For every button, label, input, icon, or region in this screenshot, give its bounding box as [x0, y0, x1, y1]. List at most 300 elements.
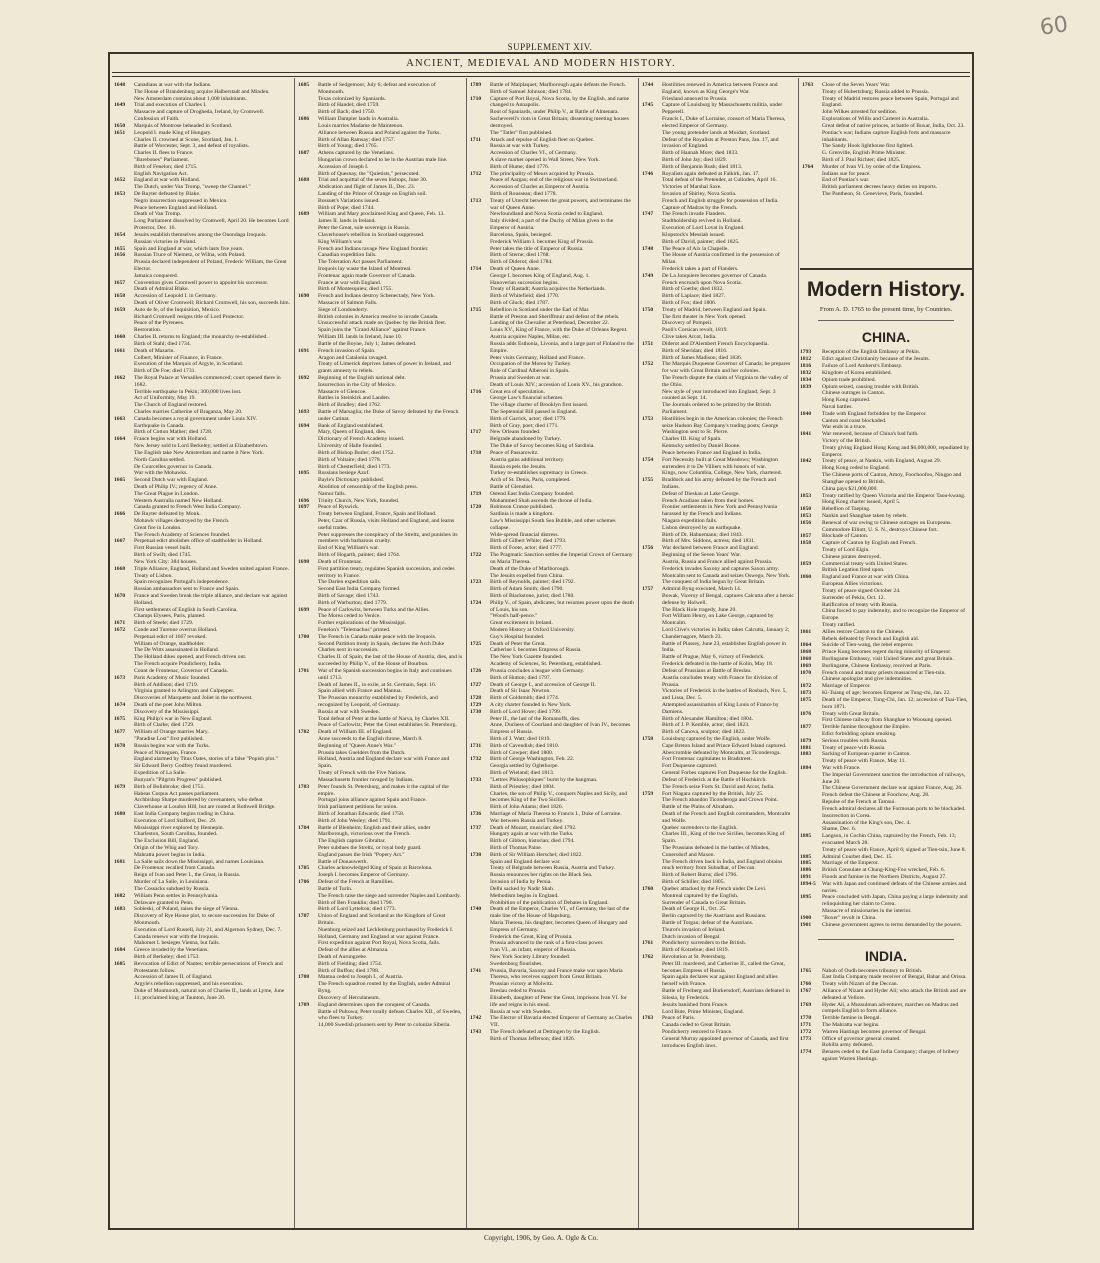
- entry-year: 1678: [114, 742, 126, 749]
- history-entry: [298, 266, 462, 273]
- entry-event: Great defeat of native princes, at battle of Buxar, India, Oct. 23.: [822, 122, 965, 129]
- history-entry: [298, 552, 462, 559]
- history-entry: [114, 477, 290, 484]
- history-entry: [470, 218, 634, 232]
- entry-event: Treaty of peace with Russia.: [822, 744, 886, 751]
- entry-year: [114, 981, 134, 988]
- history-entry: [114, 171, 290, 178]
- entry-event: First expedition against Port Royal, Nova Scotia, fails.: [318, 940, 441, 947]
- entry-event: Renewal of war owing to Chinese outrages on Europeans.: [822, 519, 952, 526]
- history-entry: [114, 668, 290, 675]
- entry-year: 1894-5: [800, 880, 816, 887]
- entry-event: Birth of Whitefield; died 1770.: [490, 293, 560, 300]
- entry-event: Assassination of the King's son, Dec. 4.: [822, 819, 911, 826]
- entry-event: Birth of J. P. Kemble, actor; died 1823.: [662, 722, 750, 729]
- entry-year: 1886: [800, 867, 812, 874]
- entry-event: Hyder Ali, a Mussulman adventurer, marches on Madras and compels English to form alliance.: [822, 1001, 959, 1015]
- entry-year: 1748: [642, 245, 654, 252]
- entry-year: [470, 246, 490, 253]
- entry-event: Georgia settled by Oglethorpe.: [490, 763, 559, 770]
- history-entry: [470, 852, 634, 859]
- history-entry: [114, 641, 290, 648]
- history-entry: [298, 784, 462, 798]
- entry-event: Discovery of Herculaneum.: [318, 994, 380, 1001]
- history-entry: [800, 833, 972, 847]
- entry-year: [298, 198, 318, 205]
- entry-year: [470, 791, 490, 805]
- history-entry: [642, 191, 794, 198]
- entry-year: [114, 327, 134, 334]
- entry-event: War with the Mohawks.: [134, 470, 188, 477]
- entry-event: Death of Mozart, musician; died 1792.: [490, 824, 577, 831]
- history-entry: [298, 736, 462, 743]
- entry-event: Accession of James II. of England.: [134, 974, 213, 981]
- entry-year: [642, 879, 662, 886]
- entry-year: 1885: [800, 833, 812, 840]
- entry-event: Marriage of the Emperor.: [822, 860, 879, 867]
- entry-year: [114, 464, 134, 471]
- entry-year: [642, 927, 662, 934]
- history-entry: [470, 995, 634, 1009]
- entry-event: The French invade Flanders.: [662, 211, 726, 218]
- entry-event: Birth of Warburton; died 1779.: [318, 599, 388, 606]
- entry-event: Death of Louis XIV.; accession of Louis XV., his grandson.: [490, 381, 623, 388]
- entry-event: Treaty of Limerick deprives James of power in Ireland, and grants amnesty to rebels.: [318, 361, 452, 375]
- history-entry: [642, 232, 794, 239]
- entry-event: The French defeated at Dettingen by the English.: [490, 1028, 600, 1035]
- entry-year: [298, 429, 318, 436]
- entry-year: [470, 320, 490, 327]
- entry-year: 1730: [470, 708, 482, 715]
- entry-year: [642, 225, 662, 232]
- entry-year: 1732: [470, 756, 482, 763]
- entry-year: [642, 573, 662, 580]
- entry-event: Chinese apologize and give indemnities.: [822, 676, 913, 683]
- entry-year: [298, 164, 318, 171]
- entry-year: [800, 785, 822, 792]
- entry-year: [114, 661, 134, 668]
- entry-event: "Lettres Philosophiques" burnt by the hangman.: [490, 776, 598, 783]
- entry-event: The "Tatler" first published.: [490, 129, 553, 136]
- entry-year: [470, 177, 490, 184]
- entry-event: French defeat the Chinese at Foochow, Aug. 28.: [822, 792, 930, 799]
- history-entry: [642, 266, 794, 273]
- history-entry: [800, 404, 972, 411]
- entry-event: Treaty of Lisbon.: [134, 572, 173, 579]
- entry-year: [114, 607, 134, 614]
- entry-year: [642, 668, 662, 675]
- entry-year: [642, 716, 662, 723]
- entry-year: [298, 286, 318, 293]
- entry-year: [800, 438, 822, 445]
- entry-year: [298, 355, 318, 362]
- entry-event: The Church of England restored.: [134, 402, 208, 409]
- entry-year: [470, 566, 490, 573]
- history-entry: [800, 493, 972, 500]
- entry-year: [642, 797, 662, 804]
- entry-event: Birth of Lord Lyttelton; died 1773.: [318, 906, 396, 913]
- entry-event: Birth of Chesterfield; died 1773.: [318, 463, 391, 470]
- entry-year: [642, 355, 662, 362]
- entry-year: [114, 818, 134, 825]
- entry-year: [802, 150, 822, 157]
- history-entry: [298, 518, 462, 532]
- history-entry: [470, 825, 634, 832]
- history-entry: [298, 82, 462, 96]
- entry-year: 1662: [114, 374, 126, 381]
- entry-event: Battle of Marsaglia; the Duke of Savoy defeated by the French under Catinat.: [318, 409, 459, 422]
- entry-year: [114, 484, 134, 491]
- entry-event: Birth of Schiller; died 1805.: [662, 879, 725, 886]
- entry-year: 1753: [642, 415, 654, 422]
- history-entry: [642, 198, 794, 205]
- history-entry: [298, 389, 462, 396]
- history-entry: [800, 1022, 972, 1029]
- entry-year: [298, 307, 318, 314]
- entry-event: Perpetual edict abolishes office of stadtholder in Holland.: [134, 538, 263, 545]
- entry-year: 1667: [114, 538, 126, 545]
- history-entry: [470, 402, 634, 409]
- entry-event: The French Academy of Sciences founded.: [134, 531, 231, 538]
- history-entry: [470, 627, 634, 634]
- entry-year: [470, 784, 490, 791]
- history-entry: [642, 947, 794, 954]
- entry-event: Discovery of Pompeii.: [662, 320, 713, 327]
- entry-event: The young pretender lands at Moidart, Scotland.: [662, 129, 771, 136]
- entry-year: 1812: [800, 356, 812, 363]
- entry-event: Peter the Great, sole sovereign in Russia.: [318, 225, 410, 232]
- history-entry: [298, 143, 462, 150]
- entry-event: Insurrection in Corea.: [822, 812, 871, 819]
- history-entry: [642, 559, 794, 566]
- entry-event: Birth of John Wesley; died 1791.: [318, 817, 392, 824]
- history-entry: [114, 988, 290, 1002]
- entry-year: 1842: [800, 458, 812, 465]
- entry-event: Charles III. King of Spain.: [662, 436, 722, 443]
- entry-year: 1746: [642, 170, 654, 177]
- entry-year: [114, 770, 134, 777]
- entry-year: [642, 320, 662, 327]
- entry-year: [800, 731, 822, 738]
- entry-year: [114, 171, 134, 178]
- entry-year: [642, 784, 662, 791]
- entry-event: Birth of Samuel Johnson; died 1784.: [490, 88, 573, 95]
- entry-year: [114, 218, 134, 232]
- entry-year: [114, 498, 134, 505]
- history-entry: [800, 724, 972, 731]
- entry-year: 1660: [114, 334, 126, 341]
- entry-year: [470, 940, 490, 947]
- entry-year: 1700: [298, 633, 310, 640]
- entry-year: [642, 627, 662, 641]
- entry-event: Canada renews war with the Iroquois.: [134, 933, 219, 940]
- entry-event: Austria concludes treaty with France for division of Prussia.: [662, 674, 778, 688]
- entry-event: Peace of Paris.: [662, 1015, 696, 1022]
- history-entry: [800, 860, 972, 867]
- history-entry: [642, 913, 794, 920]
- entry-year: [642, 334, 662, 341]
- history-entry: [470, 464, 634, 471]
- entry-event: Jesuits banished from France.: [662, 1001, 729, 1008]
- entry-year: [470, 314, 490, 321]
- entry-year: [642, 293, 662, 300]
- entry-year: [642, 177, 662, 184]
- entry-year: 1759: [642, 790, 654, 797]
- entry-event: Convention gives Cromwell power to appoint his successor.: [134, 279, 269, 286]
- history-entry: [470, 164, 634, 171]
- history-entry: [114, 607, 290, 614]
- entry-event: A slave market opened in Wall Street, New York.: [490, 156, 600, 163]
- history-entry: [802, 184, 970, 191]
- entry-year: [114, 750, 134, 757]
- entry-event: Allies restore Canton to the Chinese.: [822, 628, 905, 635]
- entry-event: Battle of Blenheim; English and their allies, under Marlborough, victorious over the French.: [318, 824, 431, 838]
- entry-year: 1702: [298, 729, 310, 736]
- entry-event: Spain allied with France and Mantua.: [318, 688, 402, 695]
- entry-event: Virginia granted to Arlington and Culpepper.: [134, 688, 235, 695]
- history-entry: [800, 370, 972, 377]
- entry-year: 1688: [298, 177, 310, 184]
- entry-year: 1668: [114, 565, 126, 572]
- entry-event: Trial and execution of Charles I.: [134, 102, 207, 109]
- entry-year: [800, 820, 822, 827]
- history-entry: [802, 82, 970, 89]
- entry-year: [114, 491, 134, 498]
- entry-year: 1723: [470, 579, 482, 586]
- title-rule-bottom: [112, 76, 970, 77]
- history-entry: [470, 109, 634, 116]
- entry-event: Unsuccessful attack made on Quebec by the British fleet.: [318, 320, 447, 327]
- entry-year: 1682: [114, 892, 126, 899]
- entry-event: Birth of Robert Burns; died 1796.: [662, 872, 738, 879]
- entry-year: [470, 477, 490, 484]
- entry-year: [470, 130, 490, 137]
- entry-event: Peace of Ryswick.: [318, 504, 360, 511]
- entry-event: France at war with England.: [318, 279, 382, 286]
- history-entry: [800, 670, 972, 677]
- entry-year: [470, 498, 490, 505]
- entry-year: [470, 647, 490, 654]
- entry-event: Abdication and flight of James II., Dec. 23.: [318, 184, 416, 191]
- entry-year: [470, 327, 490, 334]
- entry-event: Prussia advanced to the rank of a first-class power.: [490, 940, 604, 947]
- entry-event: Klopstock's Messiah issued.: [662, 231, 726, 238]
- entry-year: [470, 627, 490, 634]
- history-entry: [114, 300, 290, 307]
- entry-event: Naval battles.: [822, 403, 853, 410]
- entry-event: Peter II., the last of the Romanoffs, dies.: [490, 715, 581, 722]
- history-entry: [470, 130, 634, 137]
- entry-event: Birth of Bradley; died 1762.: [318, 402, 382, 409]
- entry-year: [642, 756, 662, 763]
- history-entry: [470, 811, 634, 818]
- entry-year: [642, 1036, 662, 1050]
- entry-year: [470, 954, 490, 961]
- history-entry: [114, 777, 290, 784]
- entry-event: Landing of the Prince of Orange on English soil.: [318, 191, 427, 197]
- entry-event: Holland, Austria and England declare war with France and Spain.: [318, 756, 450, 770]
- history-entry: [114, 886, 290, 893]
- modern-history-title: Modern History.: [806, 278, 966, 301]
- entry-year: [470, 150, 490, 157]
- entry-year: 1659: [114, 306, 126, 313]
- history-entry: [642, 205, 794, 212]
- entry-event: Charles II. flees to France.: [134, 150, 194, 157]
- entry-year: [298, 906, 318, 913]
- history-entry: [114, 913, 290, 927]
- entry-event: Spain and England at war, which lasts five years.: [134, 245, 244, 252]
- entry-event: Occupation of the Morea by Turkey.: [490, 361, 572, 368]
- entry-year: [800, 676, 822, 683]
- entry-year: [470, 109, 490, 116]
- history-entry: [800, 820, 972, 827]
- entry-year: [642, 443, 662, 450]
- entry-event: Union of England and Scotland as the Kingdom of Great Britain.: [318, 913, 446, 926]
- entry-year: [470, 470, 490, 477]
- entry-year: 1772: [800, 1028, 812, 1035]
- entry-year: [114, 389, 134, 396]
- history-entry: [470, 429, 634, 436]
- history-entry: [114, 416, 290, 423]
- history-entry: [298, 654, 462, 668]
- entry-event: Rule of Cardinal Alberoni in Spain.: [490, 368, 570, 375]
- entry-event: Birth of Rousseau; died 1778.: [490, 191, 557, 197]
- history-entry: [800, 1029, 972, 1036]
- entry-event: Treaty between England, France, Spain and Holland.: [318, 511, 437, 518]
- entry-event: Birth of Bishop Butler; died 1752.: [318, 449, 395, 456]
- entry-year: [470, 716, 490, 723]
- history-entry: [800, 397, 972, 404]
- history-entry: [298, 607, 462, 614]
- history-entry: [114, 573, 290, 580]
- page-title: ANCIENT, MEDIEVAL AND MODERN HISTORY.: [406, 58, 676, 69]
- entry-year: [298, 845, 318, 852]
- entry-year: [802, 109, 822, 116]
- history-entry: [802, 96, 970, 110]
- history-entry: [642, 130, 794, 137]
- entry-year: 1713: [470, 197, 482, 204]
- entry-year: [470, 763, 490, 770]
- history-entry: [114, 559, 290, 566]
- entry-year: [470, 770, 490, 777]
- history-entry: [470, 600, 634, 614]
- entry-year: [800, 445, 822, 459]
- entry-event: Massachusetts frontier ravaged by Indians.: [318, 776, 414, 783]
- history-entry: [470, 416, 634, 423]
- entry-year: [114, 361, 134, 368]
- entry-event: Death of Admiral Blake.: [134, 286, 189, 293]
- history-entry: [470, 307, 634, 314]
- entry-year: [642, 1029, 662, 1036]
- entry-year: [298, 947, 318, 954]
- entry-event: French consul and many priests massacred at Tien-tsin.: [822, 669, 946, 676]
- history-entry: [114, 797, 290, 811]
- entry-year: [114, 450, 134, 457]
- entry-event: Breslau ceded to Prussia.: [490, 988, 547, 995]
- entry-event: Reception of the English Embassy at Pekin.: [822, 349, 921, 356]
- entry-event: Dictionary of French Academy issued.: [318, 436, 405, 443]
- entry-year: [114, 559, 134, 566]
- history-entry: [470, 334, 634, 341]
- entry-year: [298, 961, 318, 968]
- history-entry: [114, 736, 290, 743]
- entry-year: [800, 390, 822, 397]
- entry-year: [802, 191, 822, 198]
- history-entry: [642, 1036, 794, 1050]
- entry-event: Frederick William I. becomes King of Prussia.: [490, 238, 595, 245]
- entry-event: The French driven back in India, and England obtains much territory from Subadhar, of Deccan.: [662, 858, 783, 872]
- entry-year: [298, 1022, 318, 1029]
- entry-event: Birth of Sir William Herschel; died 1822.: [490, 851, 583, 858]
- history-entry: [470, 327, 634, 334]
- entry-event: Dutch invasion of Bengal.: [662, 933, 721, 940]
- entry-year: [114, 423, 134, 430]
- history-entry: [642, 831, 794, 845]
- history-entry: [802, 150, 970, 157]
- entry-event: Battle of Prague, May 6, victory of Frederick.: [662, 654, 765, 661]
- entry-event: Treaty of peace with France, April 6; signed at Tien-tsin, June 8.: [822, 846, 966, 853]
- entry-event: Terrible famine in Bengal.: [822, 1015, 881, 1022]
- entry-year: 1743: [470, 1028, 482, 1035]
- entry-year: [470, 355, 490, 362]
- history-entry: [470, 457, 634, 464]
- entry-event: Frontier settlements in New York and Pennsylvania harassed by the French and Indians.: [662, 504, 778, 518]
- entry-event: Accession of Charles VI., of Germany.: [490, 150, 577, 157]
- entry-year: [642, 607, 662, 614]
- entry-event: Birth of Gilbert White; died 1793.: [490, 538, 567, 545]
- history-entry: [642, 927, 794, 934]
- entry-year: [642, 654, 662, 661]
- entry-event: The Sandy Hook lighthouse first lighted.: [822, 143, 914, 150]
- copyright: Copyright, 1906, by Geo. A. Ogle & Co.: [484, 1234, 598, 1242]
- history-entry: [114, 239, 290, 246]
- entry-year: 1771: [800, 1022, 812, 1028]
- entry-event: Spain recognizes Portugal's independence.: [134, 579, 230, 586]
- entry-year: [642, 859, 662, 873]
- entry-event: De Frontenac recalled from Canada.: [134, 865, 216, 872]
- history-entry: [642, 498, 794, 505]
- entry-year: 1868: [800, 649, 812, 656]
- entry-event: British Consulate at Chung-King-Foo wrecked, Feb. 6.: [822, 867, 945, 874]
- history-entry: [642, 116, 794, 130]
- entry-event: Duke of Monmouth, natural son of Charles II., lands at Lyme, June 11; proclaimed king at Taunton, June 20.: [134, 988, 285, 1001]
- history-entry: [800, 418, 972, 425]
- entry-year: [642, 913, 662, 920]
- history-entry: [298, 150, 462, 157]
- entry-event: First Russian vessel built.: [134, 545, 192, 552]
- entry-year: [642, 702, 662, 716]
- history-entry: [298, 341, 462, 348]
- entry-event: Serious troubles with Russia.: [822, 737, 888, 744]
- entry-year: 1737: [470, 824, 482, 831]
- history-entry: [470, 954, 634, 961]
- entry-event: William Penn settles in Pennsylvania.: [134, 892, 219, 899]
- entry-event: Canada becomes a royal government under Louis XIV.: [134, 415, 257, 422]
- history-entry: [114, 818, 290, 825]
- entry-event: Aragon and Catalonia ravaged.: [318, 354, 388, 361]
- entry-year: 1720: [470, 504, 482, 511]
- entry-event: Discovery of Rye House plot, to secure succession for Duke of Monmouth.: [134, 913, 275, 926]
- entry-year: [642, 184, 662, 191]
- entry-event: Treaty of Rastadt; Austria acquires the Netherlands.: [490, 286, 606, 293]
- history-entry: [642, 777, 794, 784]
- entry-event: Birth of Stahl; died 1734.: [134, 340, 192, 347]
- entry-event: Revocation of Edict of Nantes; terrible persecutions of French and Protestants follow.: [134, 960, 283, 974]
- entry-event: Prussia declared independent of Poland, Frederic William, the Great Elector.: [134, 259, 287, 272]
- history-entry: [114, 116, 290, 123]
- entry-year: [114, 763, 134, 770]
- history-entry: [642, 1022, 794, 1029]
